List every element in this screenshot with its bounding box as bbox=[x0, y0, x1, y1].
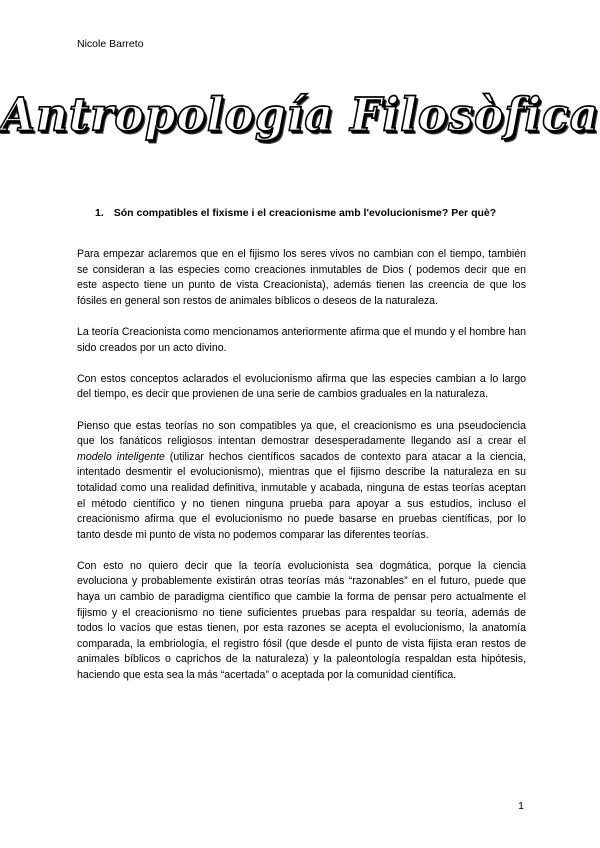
paragraph-4-start: Pienso que estas teorías no son compatibles ya que, el creacionismo es una pseudociencia que los fanáticos religiosos intentan demostrar desesperadamente llegando así a crear el bbox=[77, 419, 526, 448]
author-name: Nicole Barreto bbox=[77, 38, 144, 50]
document-title: Antropología Filosòfica bbox=[0, 88, 600, 143]
page-number: 1 bbox=[518, 800, 524, 812]
paragraph-4-end: (utilizar hechos científicos sacados de contexto para atacar a la ciencia, intentado desmentir el evolucionismo), mientras que el fijismo describe la naturaleza en su totalidad como una realidad definitiva, inmutable y acabada, ninguna de estas teorías aceptan el método científico y no tienen ninguna prueba para apoyar a sus estudios, incluso el creacionismo afirma que el evolucionismo no puede basarse en pruebas científicas, por lo tanto desde mi punto de vista no podemos comparar las diferentes teorías. bbox=[77, 450, 526, 541]
paragraph-2: La teoría Creacionista como mencionamos anteriormente afirma que el mundo y el hombre han sido creados por un acto divino. bbox=[77, 325, 526, 354]
title-banner bbox=[0, 90, 600, 160]
paragraph-3: Con estos conceptos aclarados el evolucionismo afirma que las especies cambian a lo largo del tiempo, es decir que provienen de una serie de cambios graduales en la naturaleza. bbox=[77, 372, 526, 401]
body-text bbox=[77, 247, 526, 699]
paragraph-1: Para empezar aclaremos que en el fijismo los seres vivos no cambian con el tiempo, también se consideran a las especies como creaciones inmutables de Dios ( podemos decir que en este aspecto tiene un punto de vista Creacionista), además tienen las creencia de que los fósiles en general son restos de animales bíblicos o deseos de la naturaleza. bbox=[77, 248, 526, 307]
paragraph-4-emphasis: modelo inteligente bbox=[77, 450, 165, 463]
question-heading bbox=[95, 207, 496, 219]
question-number: 1. bbox=[95, 207, 104, 219]
paragraph-4 bbox=[77, 419, 526, 544]
question-text: Són compatibles el fixisme i el creacionisme amb l'evolucionisme? Per què? bbox=[113, 207, 497, 219]
paragraph-5: Con esto no quiero decir que la teoría evolucionista sea dogmática, porque la ciencia evoluciona y probablemente existirán otras teorías más “razonables” en el futuro, puede que haya un cambio de paradigma científico que cambie la forma de pensar pero actualmente el fijismo y el creacionismo no tiene suficientes pruebas para respaldar su teoría, además de todos lo vacíos que estas tienen, por esta razones se acepta el evolucionismo, la anatomía comparada, la embriología, el registro fósil (que desde el punto de vista fijista eran restos de animales bíblicos o caprichos de la naturaleza) y la paleontología respaldan esta hipótesis, haciendo que esta sea la más “acertada” o aceptada por la comunidad científica. bbox=[77, 559, 526, 682]
